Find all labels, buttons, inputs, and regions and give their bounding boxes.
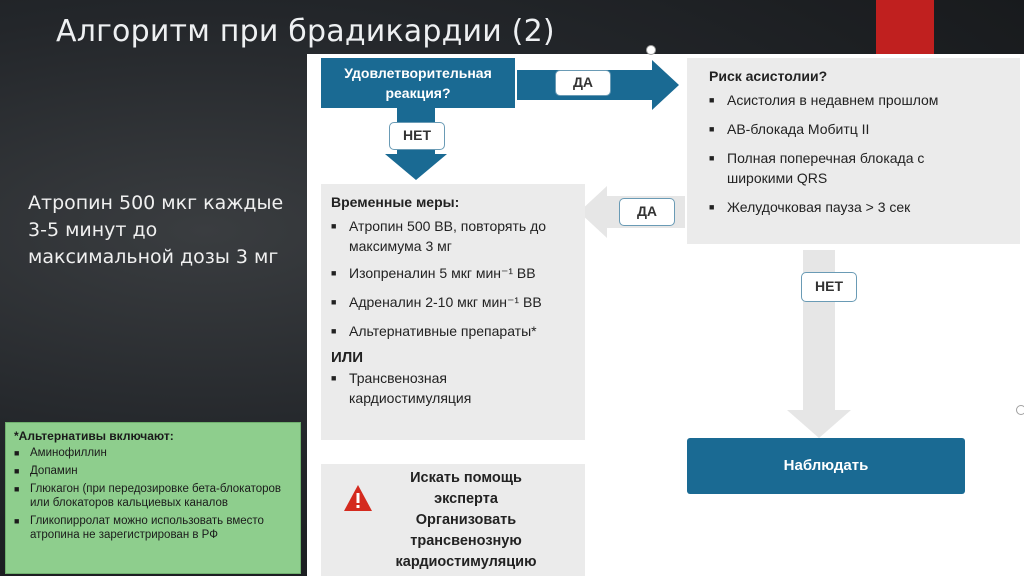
or-label: ИЛИ [331, 349, 364, 366]
pacing-item: ■ Трансвенозная кардиостимуляция [331, 368, 531, 408]
alternatives-box [5, 422, 301, 574]
risk-item: ■ АВ-блокада Мобитц II [709, 119, 1004, 139]
observe-box [687, 438, 965, 494]
asystole-risk-title: Риск асистолии? [709, 68, 828, 84]
satisfactory-reaction-box [321, 58, 515, 108]
no-right-label: НЕТ [801, 272, 857, 302]
temporary-measures-title: Временные меры: [331, 194, 460, 210]
expert-line: трансвенозную [410, 533, 522, 549]
alternative-item: ■ Аминофиллин [14, 446, 292, 460]
expert-line: эксперта [434, 491, 498, 507]
satisfactory-reaction-label: Удовлетворительная реакция? [344, 65, 492, 101]
atropine-note: Атропин 500 мкг каждые 3-5 минут до максимальной дозы 3 мг [28, 192, 284, 268]
resize-handle-right[interactable] [1016, 405, 1024, 415]
risk-item: ■ Желудочковая пауза > 3 сек [709, 197, 1004, 217]
yes-top-label: ДА [555, 70, 611, 96]
resize-handle-top[interactable] [646, 45, 656, 55]
measure-item: ■ Адреналин 2-10 мкг мин⁻¹ ВВ [331, 292, 577, 312]
yes-middle-label: ДА [619, 198, 675, 226]
temporary-measures-box [321, 184, 585, 440]
observe-label: Наблюдать [783, 457, 869, 474]
alternative-item: ■ Гликопирролат можно использовать вместо атропина не зарегистрирован в РФ [14, 514, 292, 542]
risk-item: ■ Асистолия в недавнем прошлом [709, 90, 1004, 110]
expert-line: кардиостимуляцию [395, 554, 537, 570]
algorithm-panel [307, 54, 1024, 576]
expert-line: Организовать [415, 512, 517, 528]
expert-help-text [361, 468, 571, 573]
red-accent-bar [876, 0, 934, 54]
risk-item: ■ Полная поперечная блокада с широкими QRS [709, 148, 959, 188]
alternatives-title: *Альтернативы включают: [14, 429, 174, 443]
alternative-item: ■ Допамин [14, 464, 292, 478]
measure-item: ■ Атропин 500 ВВ, повторять до максимума 3 мг [331, 216, 577, 256]
no-left-label: НЕТ [389, 122, 445, 150]
measure-item: ■ Изопреналин 5 мкг мин⁻¹ ВВ [331, 263, 577, 283]
expert-line: Искать помощь [410, 470, 522, 486]
asystole-risk-box [687, 58, 1020, 244]
slide-title: Алгоритм при брадикардии (2) [56, 14, 555, 49]
measure-item: ■ Альтернативные препараты* [331, 321, 577, 341]
expert-help-box [321, 464, 585, 576]
alternative-item: ■ Глюкагон (при передозировке бета-блокаторов или блокаторов кальциевых каналов [14, 482, 292, 510]
